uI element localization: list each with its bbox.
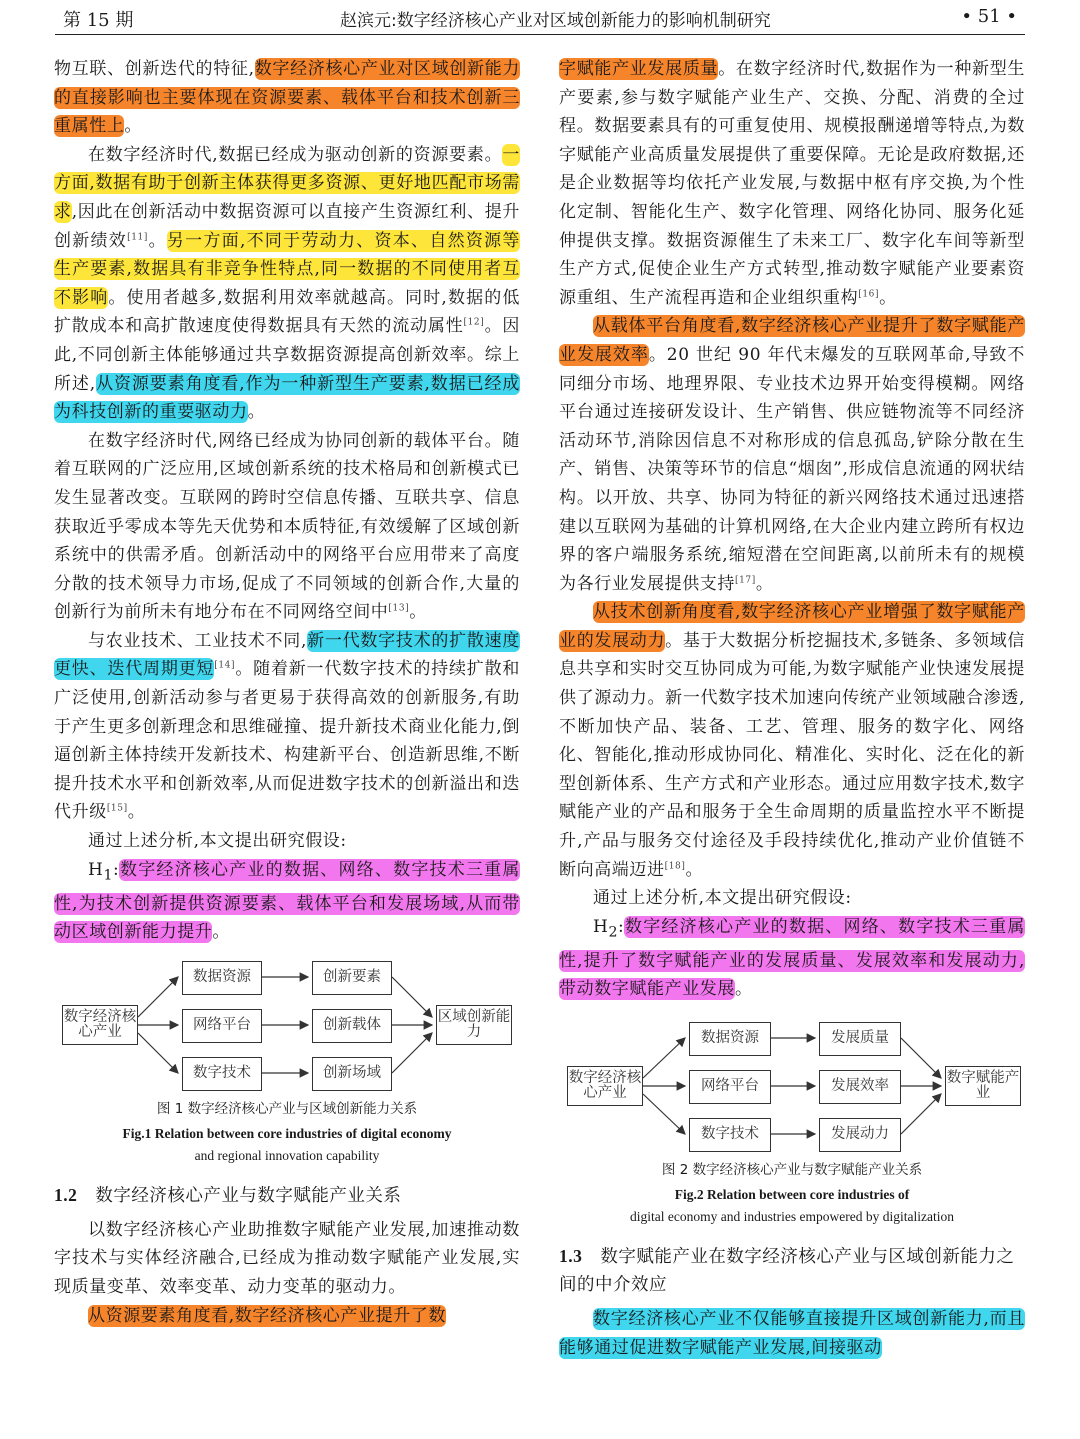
- text-run: H: [88, 859, 104, 880]
- section-heading-1-2: [54, 1181, 520, 1210]
- running-title: 赵滨元:数字经济核心产业对区域创新能力的影响机制研究: [340, 11, 771, 31]
- paragraph: [54, 1302, 520, 1331]
- caption-en-line: Fig.1 Relation between core industries of digital economy: [122, 1125, 452, 1141]
- caption-en-line: digital economy and industries empowered by digitalization: [630, 1208, 954, 1224]
- diagram-node: 数字技术: [182, 1057, 262, 1091]
- text-run: 。使用者越多,数据利用效率就越高。同时,数据的低扩散成本和高扩散速度使得数据具有天然的流动属性: [54, 287, 520, 337]
- text-run: 在数字经济时代,数据已经成为驱动创新的资源要素。: [88, 144, 503, 165]
- diagram-node-target: 区域创新能力: [436, 1005, 512, 1045]
- highlighted-text: 字赋能产业发展质量: [559, 59, 719, 79]
- caption-en-line: Fig.2 Relation between core industries of: [674, 1186, 910, 1202]
- text-run: 。随着新一代数字技术的持续扩散和广泛使用,创新活动参与者更易于获得高效的创新服务,有助于产生更多创新理念和思维碰撞、提升新技术商业化能力,倒逼创新主体持续开发新技术、构建新平台、创造新思维,不断提升技术水平和创新效率,从而促进数字技术的创新溢出和迭代升级: [54, 659, 520, 823]
- diagram-node: 发展动力: [819, 1118, 901, 1152]
- citation: [16]: [858, 289, 880, 300]
- figure-2-caption: 图 2 数字经济核心产业与数字赋能产业关系: [661, 1161, 923, 1178]
- highlighted-text: 数字经济核心产业对区域创新能力的直接影响也主要体现在资源要素、载体平台和技术创新三重属性上: [54, 59, 521, 137]
- citation: [13]: [388, 603, 410, 614]
- diagram-node: 网络平台: [689, 1070, 771, 1104]
- paragraph: 通过上述分析,本文提出研究假设:: [88, 831, 347, 852]
- caption-en-line: and regional innovation capability: [194, 1147, 380, 1163]
- highlighted-text: 从载体平台角度看,数字经济核心产业提升了数字赋能产业发展效率: [559, 316, 1025, 365]
- paragraph: [559, 312, 1025, 598]
- figure-1-caption-en: [54, 1123, 520, 1167]
- paragraph: [559, 55, 1025, 312]
- highlighted-text: 数字经济核心产业不仅能够直接提升区域创新能力,而且能够通过促进数字赋能产业发展,间接驱动: [559, 1308, 1025, 1358]
- text-run: 在数字经济时代,网络已经成为协同创新的载体平台。随着互联网的广泛应用,区域创新系统的技术格局和创新模式已发生显著改变。互联网的跨时空信息传播、互联共享、信息获取近乎零成本等先天优势和本质特征,有效缓解了区域创新系统中的供需矛盾。创新活动中的网络平台应用带来了高度分散的技术领导力市场,促成了不同领域的创新合作,大量的创新行为前所未有地分布在不同网络空间中: [54, 430, 520, 623]
- text-run: 2: [608, 924, 619, 941]
- section-title: 数字赋能产业在数字经济核心产业与区域创新能力之间的中介效应: [559, 1246, 1015, 1295]
- highlighted-text: 从技术创新角度看,数字经济核心产业增强了数字赋能产业的发展动力: [559, 602, 1025, 651]
- section-number: 1.3: [559, 1245, 583, 1266]
- text-run: 。: [409, 602, 427, 623]
- highlighted-text: 另一方面,不同于劳动力、资本、自然资源等生产要素,数据具有非竞争性特点,同一数据的不同使用者互不影响: [54, 230, 520, 308]
- paragraph: [54, 627, 520, 827]
- text-run: 。: [735, 979, 753, 1000]
- diagram-node-source: 数字经济核心产业: [62, 1005, 138, 1045]
- highlighted-text: 从资源要素角度看,作为一种新型生产要素,数据已经成为科技创新的重要驱动力: [54, 373, 520, 423]
- figure-2-diagram: [559, 1022, 1025, 1150]
- section-title: 数字经济核心产业与数字赋能产业关系: [95, 1185, 402, 1206]
- right-column: [559, 55, 1025, 1362]
- figure-2-caption-en: [559, 1184, 1025, 1228]
- text-run: 。基于大数据分析挖掘技术,多链条、多领域信息共享和实时交互协同成为可能,为数字赋能产业快速发展提供了源动力。新一代数字技术加速向传统产业领域融合渗透,不断加快产品、装备、工艺、管理、服务的数字化、网络化、智能化,推动形成协同化、精准化、实时化、泛在化的新型创新体系、生产方式和产业形态。通过应用数字技术,数字赋能产业的产品和服务于全生命周期的质量监控水平不断提升,产品与服务交付途径及手段持续优化,推动产业价值链不断向高端迈进: [559, 630, 1025, 880]
- paragraph: 以数字经济核心产业助推数字赋能产业发展,加速推动数字技术与实体经济融合,已经成为推动数字赋能产业发展,实现质量变革、效率变革、动力变革的驱动力。: [54, 1219, 520, 1297]
- text-run: 。: [755, 573, 774, 594]
- text-run: :: [113, 859, 120, 880]
- hypothesis-h1: [54, 856, 520, 947]
- page-number: • 51 •: [961, 6, 1017, 27]
- issue-number: 第 15 期: [63, 10, 134, 31]
- citation: [18]: [664, 860, 686, 871]
- citation: [11]: [127, 231, 148, 242]
- text-run: :: [618, 916, 625, 937]
- paragraph: [559, 598, 1025, 884]
- diagram-node: 数字技术: [689, 1118, 771, 1152]
- running-header: [55, 0, 1025, 35]
- text-run: 与农业技术、工业技术不同,: [88, 630, 307, 651]
- highlighted-text: 数字经济核心产业的数据、网络、数字技术三重属性,提升了数字赋能产业的发展质量、发展效率和发展动力,带动数字赋能产业发展: [559, 916, 1025, 1000]
- highlighted-text: 一方面,数据有助于创新主体获得更多资源、更好地匹配市场需求: [54, 144, 520, 222]
- diagram-node: 发展效率: [819, 1070, 901, 1104]
- text-run: 。: [879, 287, 897, 308]
- diagram-node: 数据资源: [182, 961, 262, 995]
- section-number: 1.2: [54, 1184, 78, 1205]
- highlighted-text: 数字经济核心产业的数据、网络、数字技术三重属性,为技术创新提供资源要素、载体平台和发展场域,从而带动区域创新能力提升: [54, 859, 520, 943]
- diagram-node: 网络平台: [182, 1009, 262, 1043]
- text-run: ,因此在创新活动中数据资源可以直接产生资源红利、提升创新绩效: [54, 201, 520, 251]
- paragraph: [559, 1305, 1025, 1362]
- text-run: H: [593, 916, 609, 937]
- text-run: 。: [147, 230, 167, 251]
- text-run: 。在数字经济时代,数据作为一种新型生产要素,参与数字赋能产业生产、交换、分配、消费的全过程。数据要素具有的可重复使用、规模报酬递增等特点,为数字赋能产业高质量发展提供了重要保障。无论是政府数据,还是企业数据等均依托产业发展,与数据中枢有序交换,为个性化定制、智能化生产、数字化管理、网络化协同、服务化延伸提供支撑。数据资源催生了未来工厂、数字化车间等新型生产方式,促使企业生产方式转型,推动数字赋能产业要素资源重组、生产流程再造和企业组织重构: [559, 59, 1026, 308]
- citation: [14]: [214, 660, 236, 671]
- citation: [12]: [463, 317, 485, 328]
- diagram-node: 发展质量: [819, 1022, 901, 1056]
- hypothesis-h2: [559, 913, 1025, 1004]
- left-column: [54, 55, 520, 1330]
- text-run: 。: [124, 116, 143, 137]
- diagram-node: 创新要素: [312, 961, 392, 995]
- text-run: 。: [127, 802, 146, 823]
- paragraph: [54, 141, 520, 427]
- text-run: 。: [212, 922, 231, 943]
- diagram-node-target: 数字赋能产业: [945, 1066, 1021, 1106]
- text-run: 1: [103, 867, 114, 884]
- text-run: 。: [685, 859, 704, 880]
- paragraph: [54, 55, 520, 141]
- figure-1-caption: 图 1 数字经济核心产业与区域创新能力关系: [156, 1100, 418, 1117]
- paragraph: 通过上述分析,本文提出研究假设:: [593, 888, 852, 909]
- highlighted-text: 新一代数字技术的扩散速度更快、迭代周期更短: [54, 630, 520, 680]
- highlighted-text: 从资源要素角度看,数字经济核心产业提升了数: [88, 1305, 447, 1326]
- citation: [17]: [735, 575, 756, 586]
- text-run: 。: [247, 402, 266, 423]
- diagram-node-source: 数字经济核心产业: [567, 1066, 643, 1106]
- diagram-node: 创新载体: [312, 1009, 392, 1043]
- text-run: 物互联、创新迭代的特征,: [54, 59, 255, 79]
- figure-1-diagram: [54, 961, 520, 1089]
- section-heading-1-3: [559, 1242, 1025, 1299]
- paragraph: [54, 427, 520, 627]
- text-run: 。20 世纪 90 年代末爆发的互联网革命,导致不同细分市场、地理界限、专业技术边界开始变得模糊。网络平台通过连接研发设计、生产销售、供应链物流等不同经济活动环节,消除因信息不对称形成的信息孤岛,铲除分散在生产、销售、决策等环节的信息“烟囱”,形成信息流通的网状结构。以开放、共享、协同为特征的新兴网络技术通过迅速搭建以互联网为基础的计算机网络,在大企业内建立跨所有权边界的客户端服务系统,缩短潜在空间距离,以前所未有的规模为各行业发展提供支持: [559, 344, 1025, 594]
- text-run: 。因此,不同创新主体能够通过共享数据资源提高创新效率。综上所述,: [54, 316, 520, 394]
- diagram-node: 数据资源: [689, 1022, 771, 1056]
- diagram-node: 创新场域: [312, 1057, 392, 1091]
- citation: [15]: [106, 803, 128, 814]
